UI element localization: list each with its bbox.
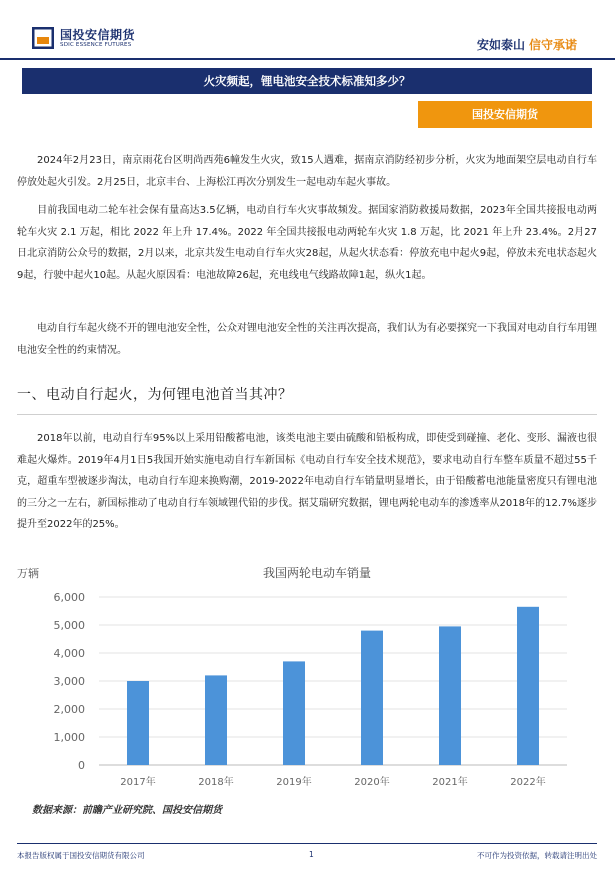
paragraph-1 [17,150,597,193]
logo-text-cn: 国投安信期货 [60,28,136,42]
header-slogan [477,36,577,53]
section-paragraph-text: 2018年以前，电动自行车95%以上采用铅酸蓄电池，该类电池主要由硫酸和铅板构成，即使受到碰撞、老化、变形、漏液也很难起火爆炸。2019年4月1日5我国开始实施电动自行车新国标《电动自行车安全技术规范》，要求电动自行车整车质量不超过55千克，超重车型被逐步淘汰，电动自行车迎来换购潮，2019-2022年电动自行车销量明显增长，由于铅酸蓄电池能量密度只有锂电池的三分之一左右，新国标推动了电动自行车领域锂代铅的步伐。据艾瑞研究数据，锂电两轮电动车的渗透率从2018年的12.7%逐步提升至2022年的25%。 [17,433,597,530]
report-title: 火灾频起，锂电池安全技术标准知多少？ [22,68,592,94]
chart-y-tick-label: 3,000 [53,675,85,688]
chart-y-tick-label: 0 [78,759,85,772]
chart-x-tick-label: 2020年 [354,777,390,788]
chart-bar [127,681,149,765]
section-paragraph [17,428,597,536]
chart-y-tick-label: 1,000 [53,731,85,744]
paragraph-3-text: 电动自行车起火绕不开的锂电池安全性，公众对锂电池安全性的关注再次提高，我们认为有必要探究一下我国对电动自行车用锂电池安全性的约束情况。 [17,323,597,356]
slogan-part-2: 信守承诺 [528,38,577,52]
chart-y-tick-label: 6,000 [53,591,85,604]
paragraph-3 [17,318,597,361]
company-logo-icon [32,27,54,49]
paragraph-1-text: 2024年2月23日，南京雨花台区明尚西苑6幢发生火灾，致15人遇难，据南京消防经初步分析，火灾为地面架空层电动自行车停放处起火引发。2月25日，北京丰台、上海松江再次分别发生一起电动车起火事故。 [17,155,597,188]
chart-x-tick-label: 2019年 [276,777,312,788]
paragraph-2 [17,200,597,286]
chart-x-tick-label: 2017年 [120,777,156,788]
chart-title: 我国两轮电动车销量 [262,566,372,580]
paragraph-2-text: 目前我国电动二轮车社会保有量高达3.5亿辆，电动自行车火灾事故频发。据国家消防救援局数据，2023年全国共接报电动两轮车火灾 2.1 万起，相比 2022 年上升 17.4%。2022 年全国共接报电动两轮车火灾 1.8 万起，比 2021 年上升 23.4%。2月27日北京消防公众号的数据，2月以来，北京共发生电动自行车火灾28起，从起火状态看：停放充电中起火9起，停放未充电状态起火9起，行驶中起火10起。从起火原因看：电池故障26起，充电线电气线路故障1起，纵火1起。 [17,205,597,281]
header-divider [0,58,615,60]
chart-bar [361,631,383,765]
chart-x-tick-label: 2018年 [198,777,234,788]
sales-bar-chart [17,555,597,795]
chart-bar [517,607,539,765]
footer-disclaimer: 不可作为投资依据，转载请注明出处 [477,851,597,860]
chart-svg [17,555,597,795]
footer-divider [17,843,597,844]
footer-copyright: 本报告版权属于国投安信期货有限公司 [17,851,145,860]
section-divider [17,414,597,415]
chart-x-tick-label: 2021年 [432,777,468,788]
chart-unit-label: 万辆 [17,567,39,580]
chart-bar [283,661,305,765]
section-heading: 一、电动自行起火，为何锂电池首当其冲？ [17,387,293,403]
brand-label: 国投安信期货 [418,101,592,128]
logo-text-en: SDIC ESSENCE FUTURES [60,42,132,48]
chart-bar [439,626,461,765]
data-source: 数据来源：前瞻产业研究院、国投安信期货 [32,805,222,816]
chart-y-tick-label: 5,000 [53,619,85,632]
chart-y-tick-label: 4,000 [53,647,85,660]
slogan-part-1: 安如泰山 [476,38,525,52]
chart-y-tick-label: 2,000 [53,703,85,716]
page-number: 1 [309,850,314,859]
page-header [0,0,615,60]
chart-x-tick-label: 2022年 [510,777,546,788]
chart-bar [205,675,227,765]
